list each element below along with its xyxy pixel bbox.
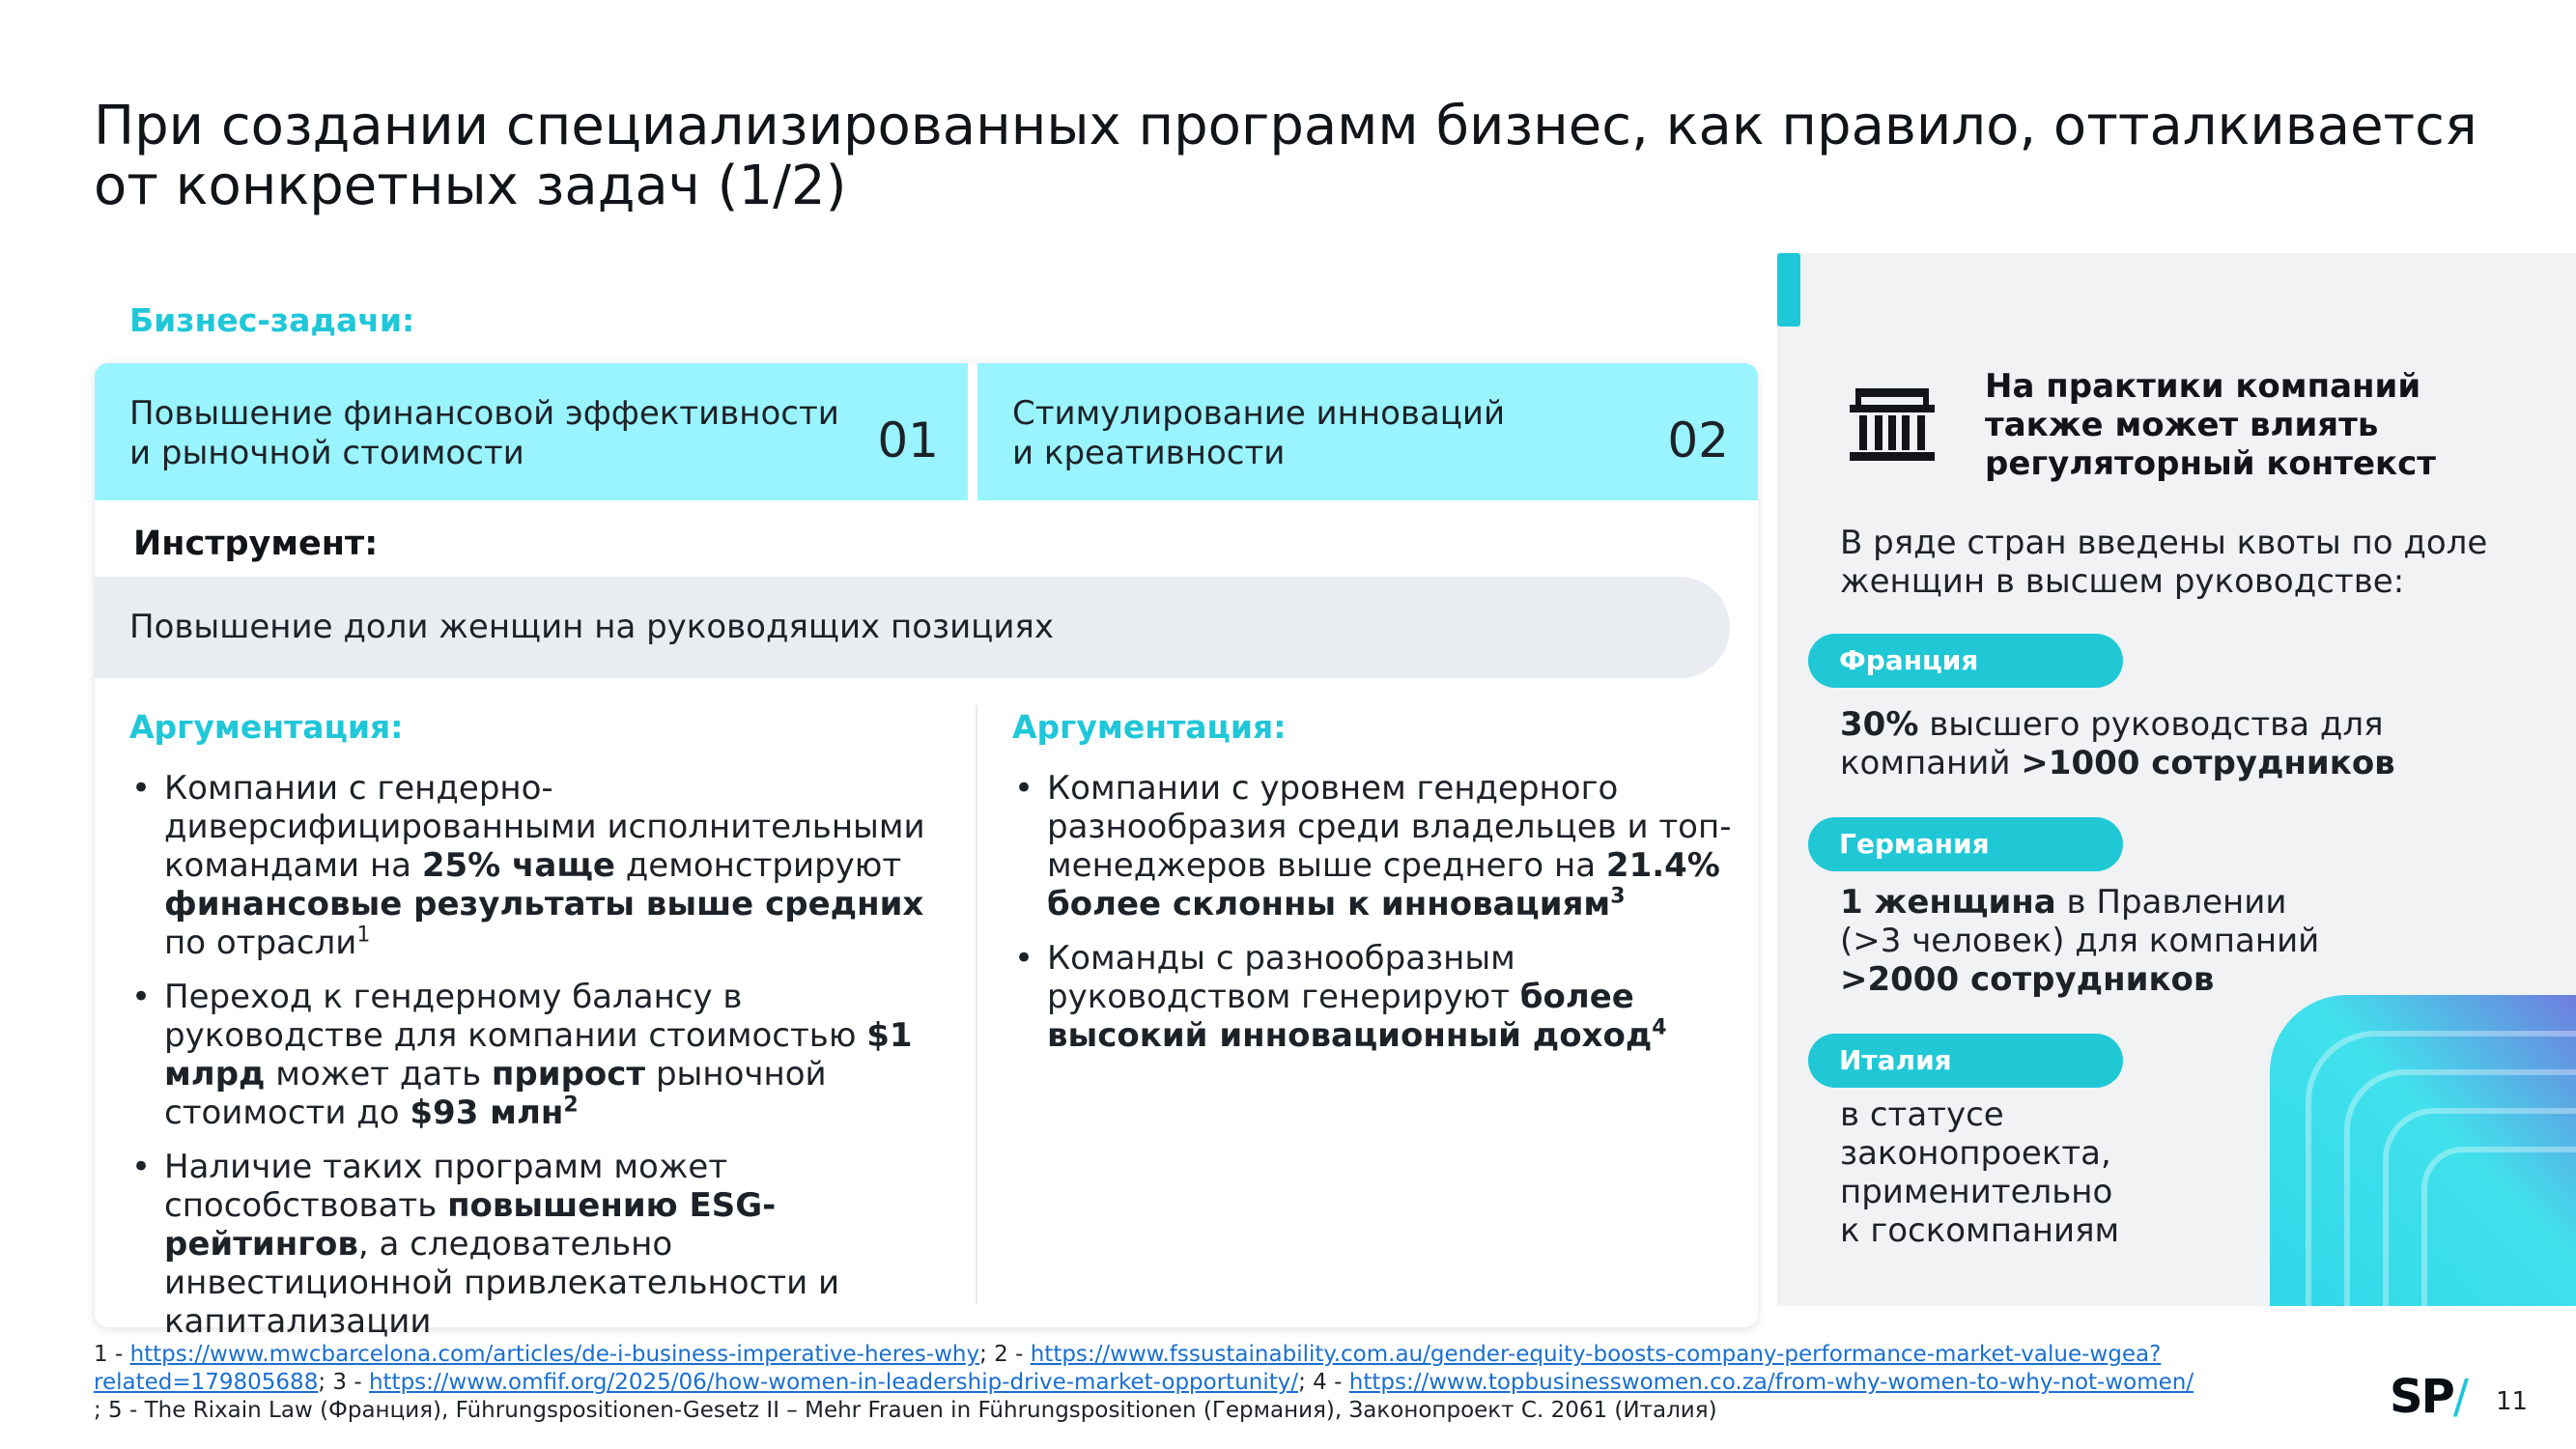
footnote-link-3[interactable]: https://www.omfif.org/2025/06/how-women-in-leadership-drive-market-opportunity/ <box>368 1370 1299 1395</box>
footnotes: 1 - https://www.mwcbarcelona.com/articles/de-i-business-imperative-heres-why; 2 - https://www.fssustainability.com.au/gender-equity-boosts-company-performance-market-value-wgea?related=179805688; 3 - https://www.omfif.org/2025/06/how-women-in-leadership-drive-market-opportunity/; 4 - https://www.topbusinesswomen.co.za/from-why-women-to-why-not-women/ ; 5 - The Rixain Law (Франция), Führungspositionen-Gesetz II – Mehr Frauen in Führungspositionen (Германия), Законопроект С. 2061 (Италия) <box>94 1342 2194 1423</box>
instrument-bar <box>95 577 1730 678</box>
footnote-link-2[interactable]: https://www.fssustainability.com.au/gender-equity-boosts-company-performance-market-value-wgea?related=179805688 <box>94 1342 2162 1395</box>
footnote-link-1[interactable]: https://www.mwcbarcelona.com/articles/de-i-business-imperative-heres-why <box>129 1342 980 1367</box>
task-number: 01 <box>877 412 939 469</box>
right-arguments-list <box>1012 769 1746 1070</box>
france-quota-text: 30% высшего руководства для компаний >1000 сотрудников <box>1840 705 2395 782</box>
task-text <box>129 394 839 473</box>
task-line: Стимулирование инноваций <box>1012 394 1506 433</box>
task-card-01 <box>95 363 968 500</box>
country-badge-france: Франция <box>1808 634 2123 688</box>
column-divider <box>976 705 977 1304</box>
left-arguments-list <box>129 769 970 1356</box>
government-building-icon <box>1848 386 1937 462</box>
regulatory-intro: В ряде стран введены квоты по доле женщин в высшем руководстве: <box>1840 524 2488 601</box>
sp-logo: SP/ <box>2390 1370 2467 1424</box>
panel-accent-bar <box>1777 253 1800 327</box>
germany-quota-text: 1 женщина в Правлении (>3 человек) для компаний >2000 сотрудников <box>1840 883 2320 999</box>
list-item: • Команды с разнообразным руководством генерируют более высокий инновационный доход$^4$ <box>1012 939 1746 1055</box>
country-badge-germany: Германия <box>1808 817 2123 871</box>
task-card-02 <box>977 363 1758 500</box>
task-text <box>1012 394 1505 473</box>
page-title: При создании специализированных программ бизнес, как правило, отталкивается от конкретных задач (1/2) <box>94 95 2477 217</box>
arguments-label-left: Аргументация: <box>129 708 404 746</box>
regulatory-heading: На практики компаний также может влиять регуляторный контекст <box>1985 367 2436 483</box>
list-item: • Компании с уровнем гендерного разнообразия среди владельцев и топ-менеджеров выше среднего на 21.4% более склонны к инновациям$^3$ <box>1012 769 1746 923</box>
instrument-text: Повышение доли женщин на руководящих позициях <box>129 608 1054 646</box>
decorative-gradient-graphic <box>2250 966 2576 1306</box>
list-item: • Наличие таких программ может способствовать повышению ESG-рейтингов, а следовательно инвестиционной привлекательности и капитализации <box>129 1148 970 1341</box>
instrument-label: Инструмент: <box>133 525 379 563</box>
arguments-label-right: Аргументация: <box>1012 708 1287 746</box>
task-line: и креативности <box>1012 434 1286 472</box>
list-item: • Компании с гендерно-диверсифицированными исполнительными командами на 25% чаще демонстрируют финансовые результаты выше средних по отрасли$^1$ <box>129 769 970 962</box>
page-number: 11 <box>2496 1387 2529 1416</box>
country-badge-italy: Италия <box>1808 1034 2123 1088</box>
list-item: • Переход к гендерному балансу в руководстве для компании стоимостью $1 млрд может дать прирост рыночной стоимости до $93 млн$^2$ <box>129 978 970 1132</box>
task-line: и рыночной стоимости <box>129 434 524 472</box>
task-number: 02 <box>1667 412 1729 469</box>
task-line: Повышение финансовой эффективности <box>129 394 839 433</box>
business-tasks-label: Бизнес-задачи: <box>129 301 415 339</box>
italy-quota-text: в статусе законопроекта, применительно к госкомпаниям <box>1840 1095 2120 1250</box>
footnote-link-4[interactable]: https://www.topbusinesswomen.co.za/from-why-women-to-why-not-women/ <box>1348 1370 2194 1395</box>
